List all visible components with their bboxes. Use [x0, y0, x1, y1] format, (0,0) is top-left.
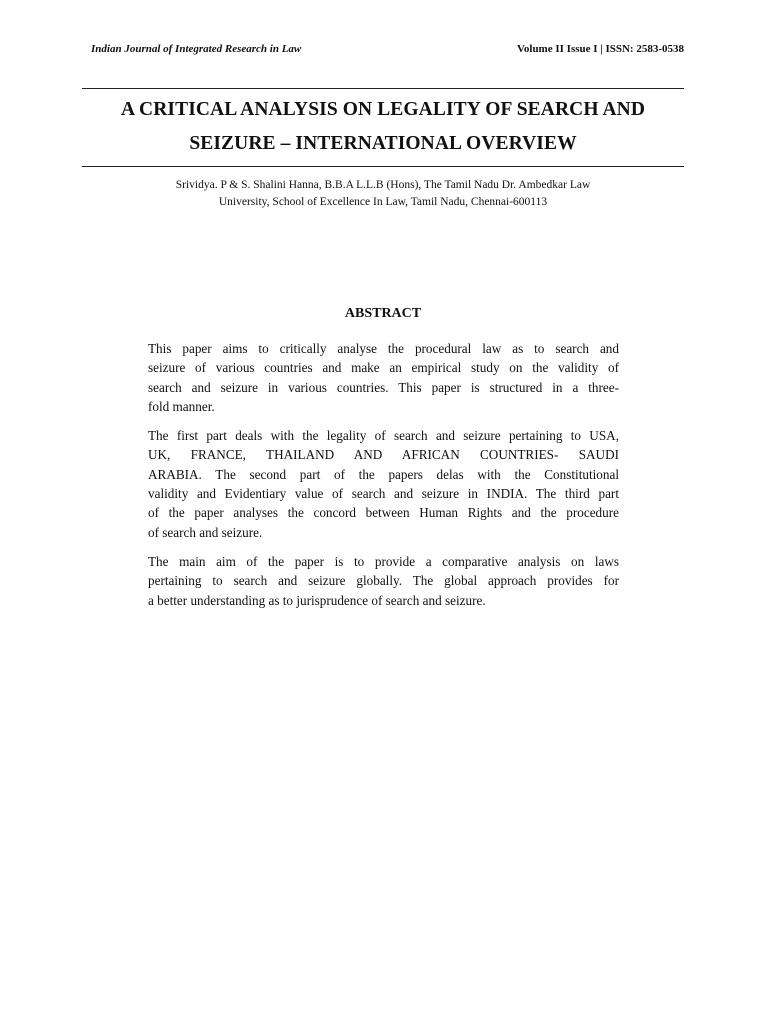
- abstract-line: validity and Evidentiary value of search and seizure in INDIA. The third part: [148, 486, 619, 502]
- abstract-paragraph: [148, 339, 619, 416]
- abstract-heading: ABSTRACT: [344, 306, 422, 321]
- title-line: A CRITICAL ANALYSIS ON LEGALITY OF SEARCH AND: [120, 99, 646, 120]
- author-line: University, School of Excellence In Law, Tamil Nadu, Chennai-600113: [218, 196, 548, 208]
- abstract-line: This paper aims to critically analyse the procedural law as to search and: [148, 341, 619, 356]
- abstract-paragraph: [148, 552, 619, 610]
- abstract-line: The first part deals with the legality of search and seizure pertaining to USA,: [148, 428, 619, 444]
- title-line: SEIZURE – INTERNATIONAL OVERVIEW: [189, 133, 577, 154]
- abstract-line: of the paper analyses the concord between Human Rights and the procedure: [148, 505, 619, 521]
- abstract-line: The main aim of the paper is to provide a comparative analysis on laws: [148, 553, 619, 569]
- volume-issn: Volume II Issue I | ISSN: 2583-0538: [516, 43, 684, 55]
- paper-title: [82, 93, 684, 161]
- abstract-line: seizure of various countries and make an empirical study on the validity of: [148, 360, 619, 376]
- author-affiliation: [100, 177, 666, 211]
- abstract-line: pertaining to search and seizure globally. The global approach provides for: [148, 573, 619, 589]
- abstract-body: [148, 339, 619, 620]
- abstract-line: search and seizure in various countries. This paper is structured in a three-: [148, 379, 619, 395]
- abstract-line: of search and seizure.: [148, 524, 263, 540]
- abstract-line: a better understanding as to jurisprudence of search and seizure.: [148, 592, 486, 608]
- abstract-paragraph: [148, 426, 619, 542]
- running-header: [91, 43, 684, 59]
- abstract-line: fold manner.: [148, 398, 215, 414]
- journal-name: Indian Journal of Integrated Research in Law: [91, 43, 302, 55]
- title-bottom-rule: [82, 166, 684, 167]
- abstract-line: ARABIA. The second part of the papers delas with the Constitutional: [148, 466, 619, 482]
- author-line: Srividya. P & S. Shalini Hanna, B.B.A L.L.B (Hons), The Tamil Nadu Dr. Ambedkar Law: [175, 179, 591, 191]
- title-top-rule: [82, 88, 684, 89]
- abstract-line: UK, FRANCE, THAILAND AND AFRICAN COUNTRIES- SAUDI: [148, 447, 619, 463]
